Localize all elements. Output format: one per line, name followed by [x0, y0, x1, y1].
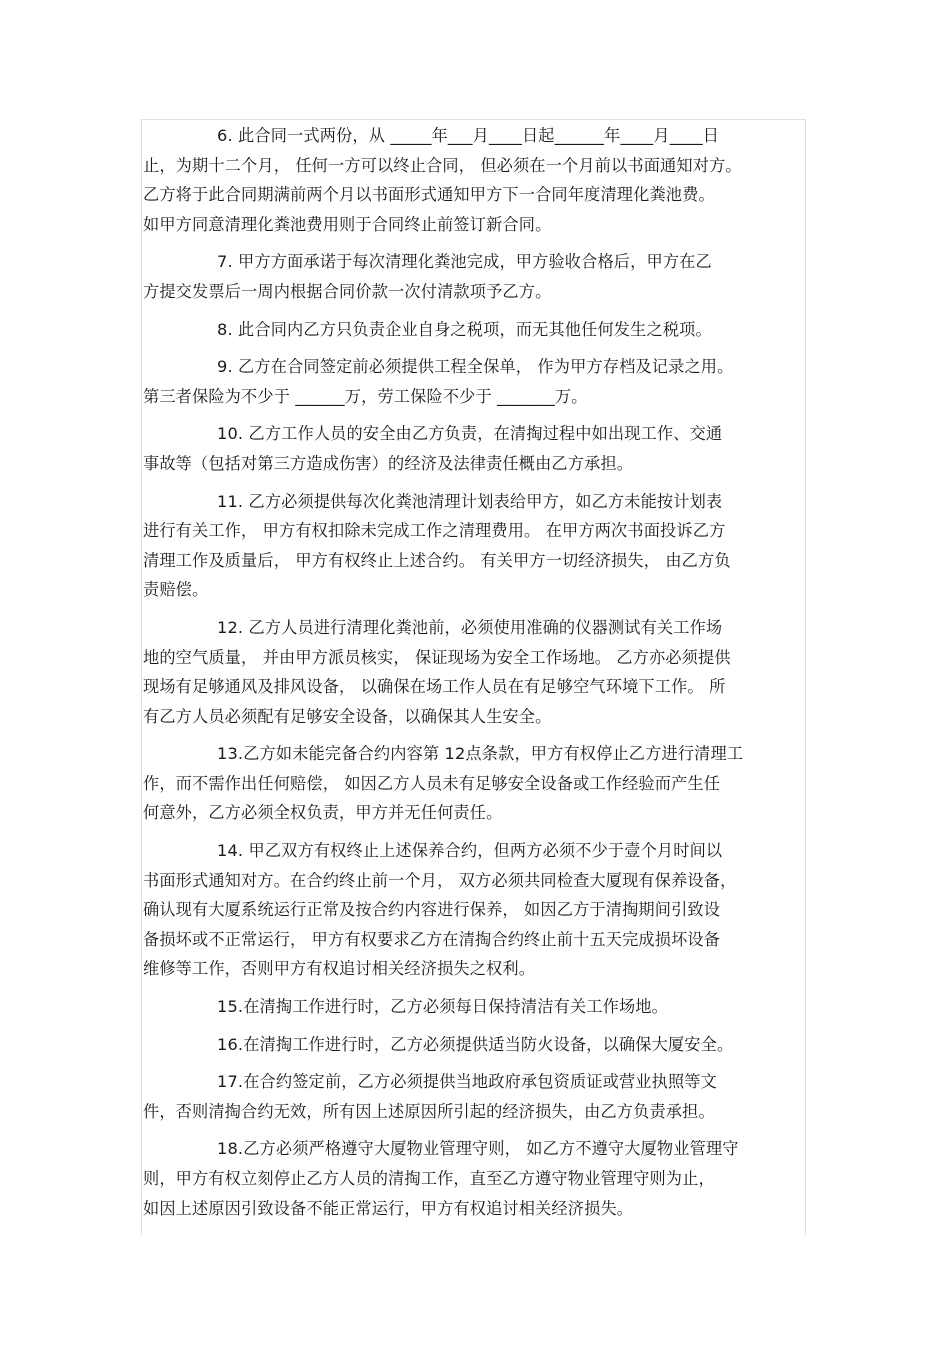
clause-17-line: 件，否则清掏合约无效，所有因上述原因所引起的经济损失，由乙方负责承担。	[143, 1101, 715, 1121]
clause-7-line: 方提交发票后一周内根据合同价款一次付清款项予乙方。	[143, 281, 552, 301]
clause-10	[143, 419, 805, 478]
clause-7-line: 7. 甲方方面承诺于每次清理化粪池完成，甲方验收合格后，甲方在乙	[217, 252, 712, 272]
clause-13-line: 作，而不需作出任何赔偿， 如因乙方人员未有足够安全设备或工作经验而产生任	[143, 773, 721, 793]
clause-14-line: 书面形式通知对方。在合约终止前一个月， 双方必须共同检查大厦现有保养设备，	[143, 870, 737, 890]
clause-12-line: 有乙方人员必须配有足够安全设备，以确保其人生安全。	[143, 706, 552, 726]
contract-body	[143, 121, 805, 1231]
clause-11-line: 11. 乙方必须提供每次化粪池清理计划表给甲方，如乙方未能按计划表	[217, 491, 723, 511]
clause-6-line: 乙方将于此合同期满前两个月以书面形式通知甲方下一合同年度清理化粪池费。	[143, 185, 715, 205]
clause-6-line: 如甲方同意清理化粪池费用则于合同终止前签订新合同。	[143, 214, 552, 234]
clause-8-line: 8. 此合同内乙方只负责企业自身之税项，而无其他任何发生之税项。	[217, 319, 712, 339]
clause-14-line: 备损坏或不正常运行， 甲方有权要求乙方在清掏合约终止前十五天完成损坏设备	[143, 929, 721, 949]
clause-13	[143, 739, 805, 828]
clause-9-line: 第三者保险为不少于 ______万，劳工保险不少于 _______万。	[143, 386, 588, 406]
clause-18-line: 则，甲方有权立刻停止乙方人员的清掏工作，直至乙方遵守物业管理守则为止，	[143, 1169, 715, 1188]
clause-16	[143, 1030, 805, 1060]
clause-16-line: 16.在清掏工作进行时，乙方必须提供适当防火设备，以确保大厦安全。	[217, 1034, 734, 1054]
clause-12	[143, 613, 805, 731]
clause-6-line: 6. 此合同一式两份，从 _____年___月____日起______年____月____日	[217, 126, 720, 145]
clause-7	[143, 247, 805, 306]
clause-9-line: 9. 乙方在合同签定前必须提供工程全保单， 作为甲方存档及记录之用。	[217, 357, 734, 377]
clause-17-line: 17.在合约签定前，乙方必须提供当地政府承包资质证或营业执照等文	[217, 1072, 717, 1092]
clause-14-line: 14. 甲乙双方有权终止上述保养合约，但两方必须不少于壹个月时间以	[217, 841, 723, 861]
clause-6-line: 止，为期十二个月， 任何一方可以终止合同， 但必须在一个月前以书面通知对方。	[143, 155, 742, 175]
clause-10-line: 10. 乙方工作人员的安全由乙方负责，在清掏过程中如出现工作、交通	[217, 424, 723, 444]
clause-14	[143, 836, 805, 984]
clause-17	[143, 1067, 805, 1126]
clause-15-line: 15.在清掏工作进行时，乙方必须每日保持清洁有关工作场地。	[217, 997, 668, 1017]
clause-14-line: 确认现有大厦系统运行正常及按合约内容进行保养， 如因乙方于清掏期间引致设	[143, 900, 721, 920]
clause-12-line: 12. 乙方人员进行清理化粪池前，必须使用准确的仪器测试有关工作场	[217, 617, 723, 637]
clause-12-line: 地的空气质量， 并由甲方派员核实， 保证现场为安全工作场地。 乙方亦必须提供	[143, 647, 731, 667]
clause-11	[143, 487, 805, 605]
clause-18-line: 18.乙方必须严格遵守大厦物业管理守则， 如乙方不遵守大厦物业管理守	[217, 1139, 739, 1159]
clause-18-line: 如因上述原因引致设备不能正常运行，甲方有权追讨相关经济损失。	[143, 1198, 634, 1218]
clause-10-line: 事故等（包括对第三方造成伤害）的经济及法律责任概由乙方承担。	[143, 453, 634, 473]
clause-14-line: 维修等工作，否则甲方有权追讨相关经济损失之权利。	[143, 959, 536, 979]
clause-9	[143, 352, 805, 411]
clause-13-line: 13.乙方如未能完备合约内容第 12点条款，甲方有权停止乙方进行清理工	[217, 744, 744, 764]
clause-13-line: 何意外，乙方必须全权负责，甲方并无任何责任。	[143, 803, 503, 823]
clause-11-line: 进行有关工作， 甲方有权扣除未完成工作之清理费用。 在甲方两次书面投诉乙方	[143, 521, 726, 541]
clause-11-line: 清理工作及质量后， 甲方有权终止上述合约。 有关甲方一切经济损失， 由乙方负	[143, 550, 731, 570]
clause-6	[143, 121, 805, 239]
clause-15	[143, 992, 805, 1022]
clause-8	[143, 315, 805, 345]
clause-12-line: 现场有足够通风及排风设备， 以确保在场工作人员在有足够空气环境下工作。 所	[143, 677, 726, 697]
clause-11-line: 责赔偿。	[143, 580, 209, 600]
clause-18	[143, 1134, 805, 1223]
